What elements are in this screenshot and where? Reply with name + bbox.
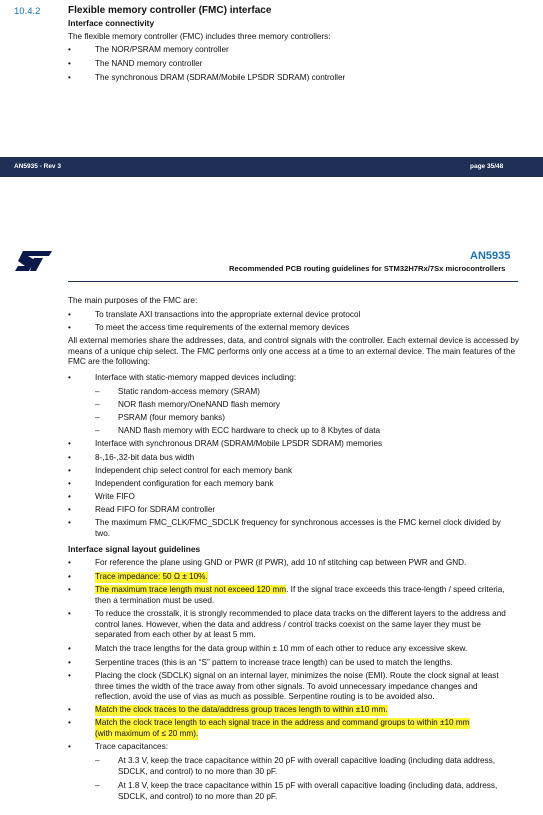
highlighted-text: Match the clock trace length to each signal trace in the address and command groups to within ±10 mm — [95, 718, 470, 727]
bullet: • — [68, 73, 71, 82]
page-footer — [0, 157, 543, 177]
connectivity-heading: Interface connectivity — [68, 18, 155, 28]
guidelines-heading: Interface signal layout guidelines — [68, 544, 201, 554]
highlighted-text: The maximum trace length must not exceed 120 mm — [95, 585, 287, 594]
highlighted-text: Match the clock traces to the data/address group traces length to within ±10 mm. — [95, 705, 388, 714]
section-title: Flexible memory controller (FMC) interface — [68, 5, 272, 16]
highlighted-text: (with maximum of ≤ 20 mm). — [95, 729, 199, 738]
document-subtitle: Recommended PCB routing guidelines for STM32H7Rx/7Sx microcontrollers — [229, 264, 506, 273]
purposes-intro: The main purposes of the FMC are: — [68, 296, 198, 305]
footer-page-number: page 35/48 — [470, 163, 504, 170]
footer-doc-revision: AN5935 - Rev 3 — [14, 163, 61, 170]
bullet: • — [68, 45, 71, 54]
st-logo — [14, 249, 54, 273]
features-paragraph: All external memories share the addresses, data, and control signals with the controller. Each external device is accessed by means of a unique chip select. The FMC performs only one access at a time to an external device. The main features of the FMC are the following: — [68, 336, 519, 366]
header-divider — [68, 281, 518, 282]
connectivity-intro: The flexible memory controller (FMC) includes three memory controllers: — [68, 32, 331, 41]
bullet: • — [68, 59, 71, 68]
st-logo-icon — [14, 249, 54, 273]
document-id: AN5935 — [470, 250, 511, 262]
highlighted-text: Trace impedance: 50 Ω ± 10%. — [95, 572, 208, 581]
section-number: 10.4.2 — [14, 6, 41, 17]
